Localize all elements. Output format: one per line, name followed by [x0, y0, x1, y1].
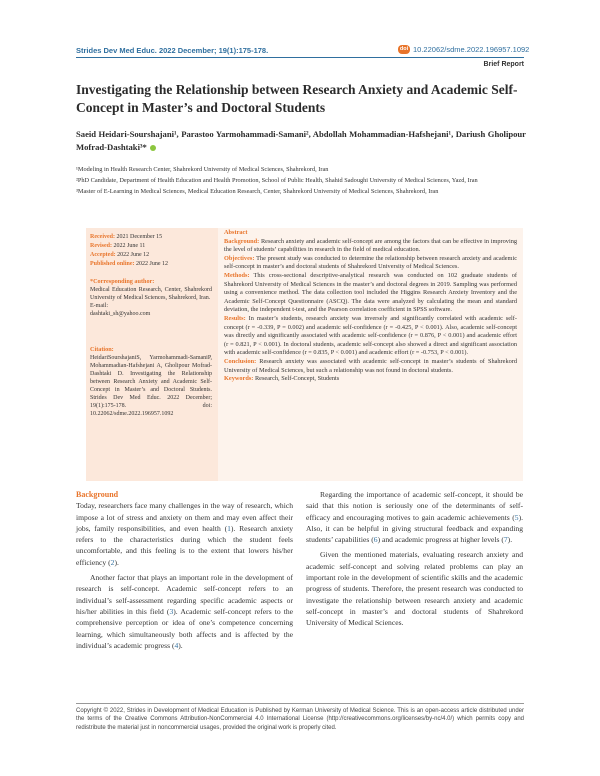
affiliations	[76, 166, 526, 198]
body-right-column	[306, 489, 523, 629]
author-email[interactable]: dashtaki_sh@yahoo.com	[90, 311, 151, 317]
article-info-box	[86, 228, 218, 481]
abstract-heading: Abstract	[224, 229, 248, 236]
journal-citation	[76, 46, 268, 55]
citation-block: Citation: HeidariSourshajaniS, Yarmohammadi-SamaniP, Mohammadian-Hafshejani A, Gholipour Mofrad-Dashtaki D. Investigating the Relationship between Research Anxiety and Academic Self-Concept in Master’s and Doctoral Students. Strides Dev Med Educ. 2022 December; 19(1):175-178. doi: 10.22062/sdme.2022.196957.1092	[90, 346, 212, 417]
article-type: Brief Report	[483, 61, 524, 68]
journal-name: Strides Dev Med Educ.	[76, 46, 157, 55]
affiliation-1: ¹Modeling in Health Research Center, Shahrekord University of Medical Sciences, Shahrekord, Iran	[76, 166, 329, 173]
ref-link[interactable]: 6	[373, 535, 378, 545]
ref-link[interactable]: 7	[503, 535, 508, 545]
date-received: Received: 2021 December 15	[90, 234, 163, 240]
authors-text: Saeid Heidari-Sourshajani¹, Parastoo Yarmohammadi-Samani², Abdollah Mohammadian-Hafshejani¹, Dariush Gholipour Mofrad-Dashtaki³*	[76, 129, 526, 152]
header-divider	[76, 57, 524, 58]
ref-link[interactable]: 4	[174, 640, 179, 650]
footer-divider	[76, 703, 524, 704]
affiliation-3: ³Master of E-Learning in Medical Sciences, Medical Education Research, Center, Shahrekord University of Medical Sciences, Shahrekord, Iran	[76, 187, 439, 195]
abstract-objectives: Objectives: The present study was conducted to determine the relationship between research anxiety and academic self-concept in master’s and doctoral students of Shahrekord University of Medical Sciences.	[224, 254, 517, 271]
ref-link[interactable]: 1	[227, 523, 231, 533]
ref-link[interactable]: 5	[514, 512, 519, 522]
doi-text[interactable]: 10.22062/sdme.2022.196957.1092	[413, 45, 530, 54]
author-list	[76, 128, 526, 153]
abstract-keywords: Keywords: Research, Self-Concept, Students	[224, 375, 340, 383]
date-revised: Revised: 2022 June 11	[90, 243, 146, 249]
date-accepted: Accepted: 2022 June 12	[90, 252, 150, 258]
body-paragraph: Another factor that plays an important role in the development of research is self-concept. Academic self-concept refers to an individual’s self-assessment regarding specific academic aspects or his/her abilities in this field (3). Academic self-concept refers to the comprehensive perception or idea of one’s competence concerning learning, which simultaneously both affects and is affected by the individual’s academic progress (4).	[76, 573, 293, 650]
body-left-column	[76, 489, 293, 651]
abstract-results: Results: In master’s students, research anxiety was inversely and significantly correlated with academic self-concept (r = -0.339, P = 0.002) and academic self-confidence (r = -0.425, P < 0.001). Also, academic self-concept was directly and significantly associated with academic self-confidence (r = 0.876, P < 0.001) and academic effort (r = 0.821, P < 0.001). In doctoral students, academic self-concept also showed a direct and significant association with academic self-confidence (r = 0.835, P < 0.001) and academic effort (r = -0.753, P < 0.001).	[224, 314, 517, 357]
section-heading-background: Background	[76, 490, 119, 499]
orcid-icon[interactable]	[150, 145, 156, 151]
affiliation-2: ²PhD Candidate, Department of Health Education and Health Promotion, School of Public Health, Shahid Sadoughi University of Medical Sciences, Yazd, Iran	[76, 176, 478, 184]
abstract-conclusion: Conclusion: Research anxiety was associated with academic self-concept in master’s students of Shahrekord University of Medical Sciences, but such a relationship was not found in doctoral students.	[224, 357, 517, 374]
date-published: Published online: 2022 June 12	[90, 261, 169, 267]
body-paragraph: Today, researchers face many challenges in the way of research, which impose a lot of stress and anxiety on them and may even affect their jobs, family responsibilities, and even health (1). Research anxiety refers to the characteristics during which the student feels uncomfortable, and this feeling is to the extent that lowers his/her efficiency (2).	[76, 501, 293, 567]
ref-link[interactable]: 3	[169, 606, 174, 616]
copyright-notice: Copyright © 2022, Strides in Development of Medical Education is Published by Kerman University of Medical Science. This is an open-access article distributed under the terms of the Creative Commons Attribution-NonCommercial 4.0 International License (http://creativecommons.org/licenses/by-nc/4.0/) which permits copy and redistribute the material just in noncommercial usages, provided the original work is properly cited.	[76, 708, 524, 731]
abstract-box	[218, 228, 523, 481]
body-paragraph: Given the mentioned materials, evaluating research anxiety and academic self-concept and solving related problems can play an important role in the development of scientific skills and the academic progress of students. Therefore, the present research was conducted to investigate the relationship between research anxiety and academic self-concept in master’s and doctoral students of Shahrekord University of Medical Sciences.	[306, 550, 523, 628]
body-paragraph: Regarding the importance of academic self-concept, it should be said that this notion is seriously one of the determinants of self-efficacy and encouraging motives to gain academic achievements (5). Also, it can be helpful in giving structural feedback and expanding students’ capabilities (6) and academic progress at higher levels (7).	[306, 490, 523, 545]
journal-issue: 2022 December; 19(1):175-178.	[158, 46, 269, 55]
article-title: Investigating the Relationship between Research Anxiety and Academic Self-Concept in Master’s and Doctoral Students	[76, 82, 518, 115]
abstract-methods: Methods: This cross-sectional descriptive-analytical research was conducted on 102 graduate students of Shahrekord University of Medical Sciences in the master’s and doctoral degrees in 2019. Sampling was performed using a convenience method. The data collection tool included the Higgins Research Anxiety Inventory and the Academic Self-Concept Questionnaire (ASCQ). The data were analyzed by calculating the mean and standard deviation, the independent t-test, and the Pearson correlation coefficient in SPSS software.	[224, 271, 517, 314]
doi-link[interactable]	[398, 45, 529, 54]
ref-link[interactable]: 2	[110, 557, 115, 567]
corresponding-author: *Corresponding author: Medical Education Research, Center, Shahrekord University of Medical Sciences, Shahrekord, Iran. E-mail: dashtaki_sh@yahoo.com	[90, 278, 212, 317]
abstract-background: Background: Research anxiety and academic self-concept are among the factors that can be effective in improving the level of students’ capabilities in research in the field of medical education.	[224, 237, 517, 254]
doi-icon: doi	[399, 46, 409, 52]
